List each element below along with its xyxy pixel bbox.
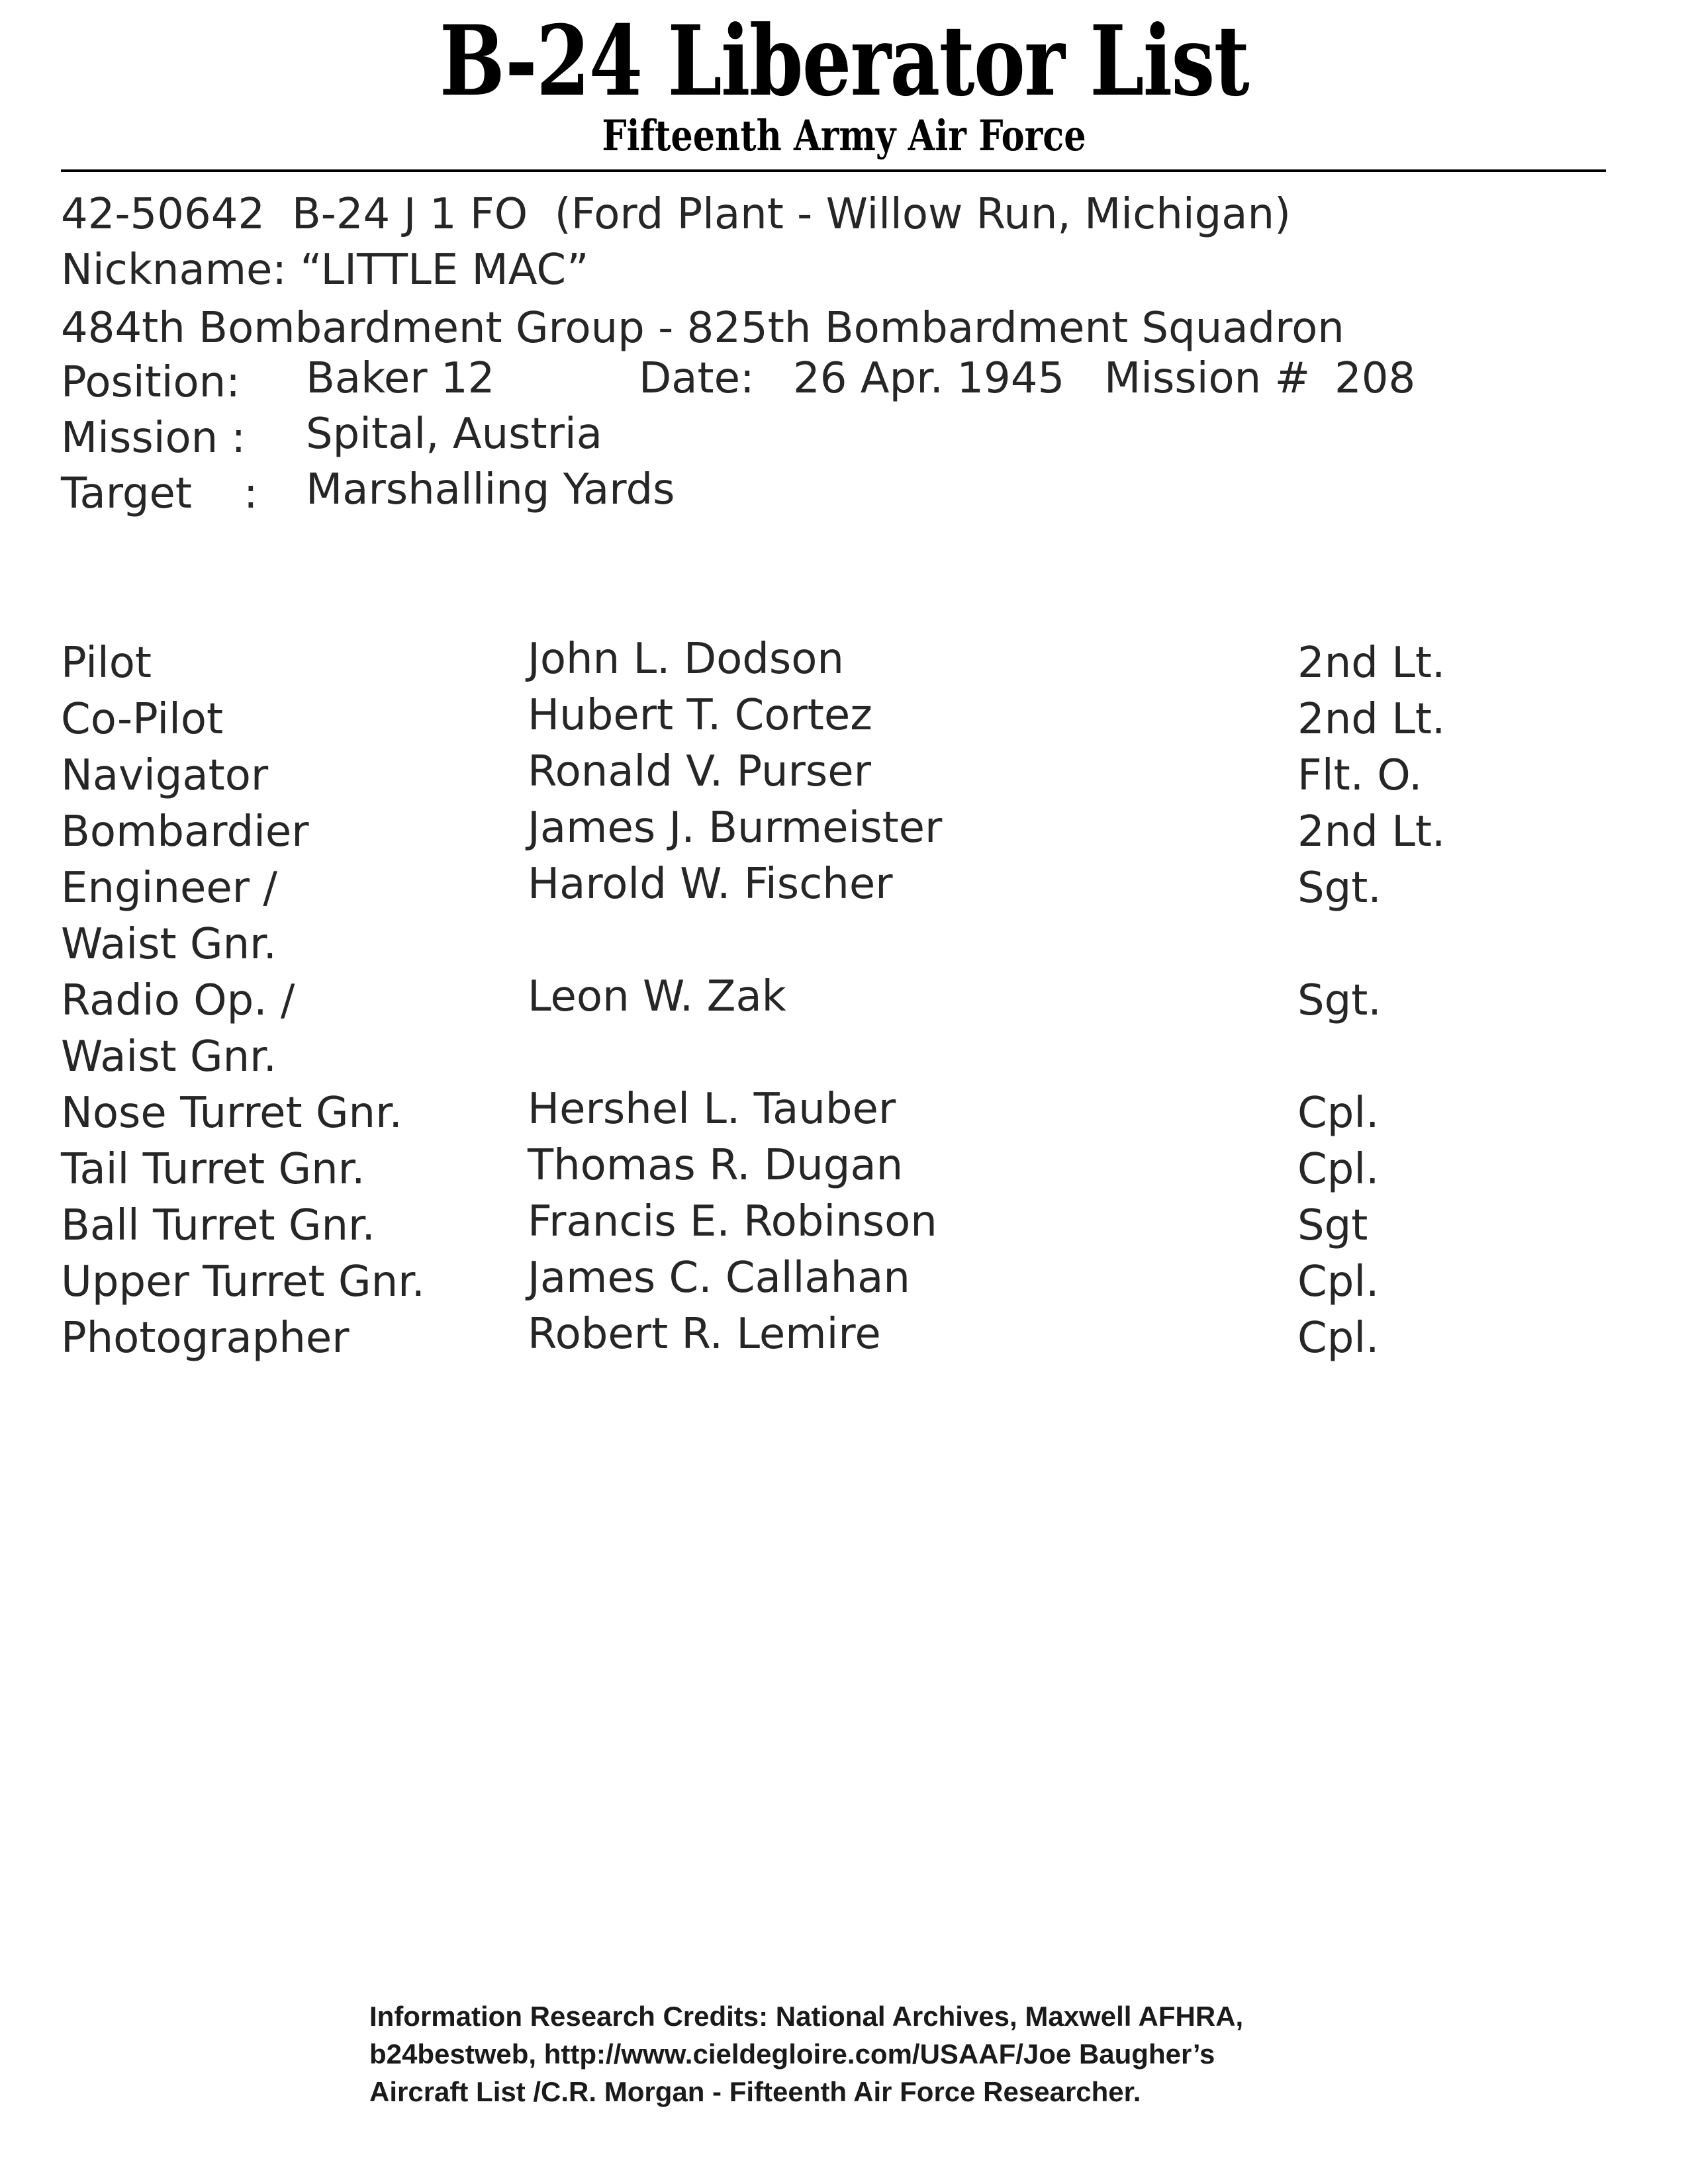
crew-rank: 2nd Lt. [1297,807,1446,856]
crew-role: Pilot [61,639,152,688]
position-value: Baker 12 [306,354,495,403]
crew-rank: Flt. O. [1297,751,1423,800]
crew-role: Co-Pilot [61,695,224,744]
crew-rank: Sgt. [1297,976,1382,1025]
crew-role: Ball Turret Gnr. [61,1201,375,1250]
crew-name: Hershel L. Tauber [528,1085,896,1134]
crew-role: Bombardier [61,807,309,856]
title-divider [61,169,1606,172]
crew-role: Nose Turret Gnr. [61,1089,402,1138]
aircraft-serial-line: 42-50642 B-24 J 1 FO (Ford Plant - Willow Run, Michigan) [61,190,1291,239]
crew-name: Thomas R. Dugan [528,1141,904,1190]
crew-name: Harold W. Fischer [528,860,893,909]
crew-role: Tail Turret Gnr. [61,1145,365,1194]
credits-line: Aircraft List /C.R. Morgan - Fifteenth Air Force Researcher. [369,2076,1141,2107]
target-label: Target [61,469,192,518]
crew-name: Leon W. Zak [528,972,786,1021]
mission-number-value: 208 [1335,354,1416,403]
crew-role-continued: Waist Gnr. [61,920,277,969]
crew-role: Navigator [61,751,269,800]
credits-line: Information Research Credits: National Archives, Maxwell AFHRA, [369,2001,1244,2032]
date-value: 26 Apr. 1945 [793,354,1065,403]
crew-rank: 2nd Lt. [1297,639,1446,688]
page-title: B-24 Liberator List [439,5,1249,118]
crew-role: Radio Op. / [61,976,295,1025]
crew-rank: 2nd Lt. [1297,695,1446,744]
mission-value: Spital, Austria [306,410,602,459]
credits-line: b24bestweb, http://www.cieldegloire.com/USAAF/Joe Baugher’s [369,2038,1215,2070]
page-subtitle: Fifteenth Army Air Force [602,111,1086,161]
crew-role: Engineer / [61,864,277,913]
crew-rank: Sgt. [1297,864,1382,913]
crew-name: Robert R. Lemire [528,1310,881,1359]
crew-rank: Cpl. [1297,1314,1380,1363]
crew-name: John L. Dodson [528,635,844,684]
crew-rank: Cpl. [1297,1257,1380,1306]
crew-name: Ronald V. Purser [528,747,871,796]
crew-rank: Cpl. [1297,1089,1380,1138]
crew-role-continued: Waist Gnr. [61,1032,277,1081]
crew-name: James C. Callahan [528,1253,910,1302]
position-label: Position: [61,358,240,407]
crew-name: Francis E. Robinson [528,1197,937,1246]
aircraft-nickname-line: Nickname: “LITTLE MAC” [61,246,589,295]
aircraft-unit-line: 484th Bombardment Group - 825th Bombardment Squadron [61,304,1344,353]
mission-number-label: Mission # [1104,354,1311,403]
crew-role: Upper Turret Gnr. [61,1257,425,1306]
target-colon: : [244,469,258,518]
crew-role: Photographer [61,1314,350,1363]
crew-rank: Sgt [1297,1201,1368,1250]
crew-rank: Cpl. [1297,1145,1380,1194]
date-label: Date: [639,354,755,403]
mission-label: Mission : [61,414,246,463]
research-credits [369,1997,1627,2111]
crew-name: Hubert T. Cortez [528,691,872,740]
crew-name: James J. Burmeister [528,803,943,852]
target-value: Marshalling Yards [306,465,675,514]
